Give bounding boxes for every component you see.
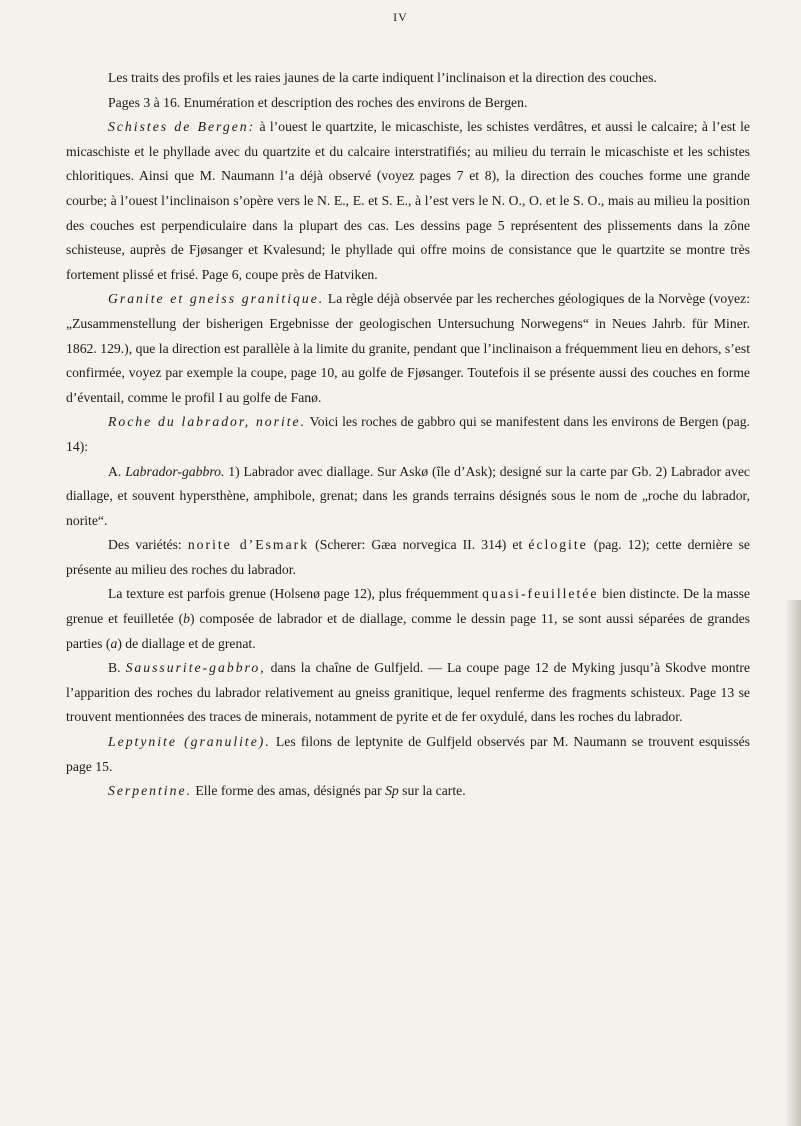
page-edge-shadow [785,600,801,1126]
section-heading: Granite et gneiss granitique. [108,291,325,307]
paragraph-saussurite: B. Saussurite-gabbro, dans la chaîne de Gulfjeld. — La coupe page 12 de Myking jusqu’à Skodve montre l’apparition des roches du labrador relativement au gneiss granitique, lequel renferme des fragments schisteux. Page 13 se trouvent mentionnées des traces de minerais, notamment de pyrite et de fer oxydulé, dans les roches du labrador. [66,660,750,725]
section-heading: Leptynite (granulite). [108,734,271,750]
paragraph-leptynite: Leptynite (granulite). Les filons de leptynite de Gulfjeld observés par M. Naumann se trouvent esquissés page 15. [66,734,750,774]
page-number: IV [393,10,408,24]
paragraph-intro: Les traits des profils et les raies jaunes de la carte indiquent l’inclinaison et la direction des couches. [108,70,657,85]
section-heading: Roche du labrador, norite. [108,414,307,430]
paragraph-serpentine: Serpentine. Elle forme des amas, désignés par Sp sur la carte. [108,783,466,799]
paragraph-granite: Granite et gneiss granitique. La règle déjà observée par les recherches géologiques de la Norvège (voyez: „Zusammenstellung der bisherigen Ergebnisse der geologischen Untersuchung Norwegens“ in Neues Jahrb. für Miner. 1862. 129.), que la direction est parallèle à la limite du granite, pendant que l’inclinaison a fréquemment lieu en dehors, s’est confirmée, voyez par exemple la coupe, page 10, au golfe de Fjøsanger. Toutefois il se présente aussi des couches en forme d’éventail, comme le profil I au golfe de Fanø. [66,291,750,405]
subsection-heading: Labrador-gabbro. [125,463,225,479]
subsection-heading: Saussurite-gabbro, [125,660,266,676]
paragraph-schistes: Schistes de Bergen: à l’ouest le quartzite, le micaschiste, les schistes verdâtres, et aussi le calcaire; à l’est le micaschiste et le phyllade avec du quartzite et du calcaire interstratifiés; au milieu du terrain le micaschiste et les schistes chloritiques. Ainsi que M. Naumann l’a déjà observé (voyez pages 7 et 8), la direction des couches forme une grande courbe; à l’ouest l’inclinaison s’opère vers le N. E., E. et S. E., à l’est vers le N. O., O. et le S. O., mais au milieu la position des couches est perpendiculaire dans la plupart des cas. Les dessins page 5 représentent des plissements dans la zône schisteuse, auprès de Fjøsanger et Kvalesund; le phyllade qui offre moins de consistance que le quartzite se montre très fortement plissé et frisé. Page 6, coupe près de Hatviken. [66,119,750,282]
paragraph-varietes: Des variétés: norite d’Esmark (Scherer: Gæa norvegica II. 314) et éclogite (pag. 12); cette dernière se présente au milieu des roches du labrador. [66,537,751,577]
body-text [66,66,750,804]
section-heading: Schistes de Bergen: [108,119,256,135]
paragraph-roche: Roche du labrador, norite. Voici les roches de gabbro qui se manifestent dans les environs de Bergen (pag. 14): [66,414,750,454]
paragraph-pages: Pages 3 à 16. Enumération et description des roches des environs de Bergen. [108,94,528,110]
paragraph-texture: La texture est parfois grenue (Holsenø page 12), plus fréquemment quasi-feuilletée bien distincte. De la masse grenue et feuilletée (b) composée de labrador et de diallage, comme le dessin page 11, se sont aussi séparées de grandes parties (a) de diallage et de grenat. [66,586,750,651]
section-heading: Serpentine. [108,783,192,799]
paragraph-labrador-gabbro: A. Labrador-gabbro. 1) Labrador avec diallage. Sur Askø (île d’Ask); designé sur la carte par Gb. 2) Labrador avec diallage, et souvent hypersthène, amphibole, grenat; dans les grands terrains désignés sous le nom de „roche du labrador, norite“. [66,463,750,528]
